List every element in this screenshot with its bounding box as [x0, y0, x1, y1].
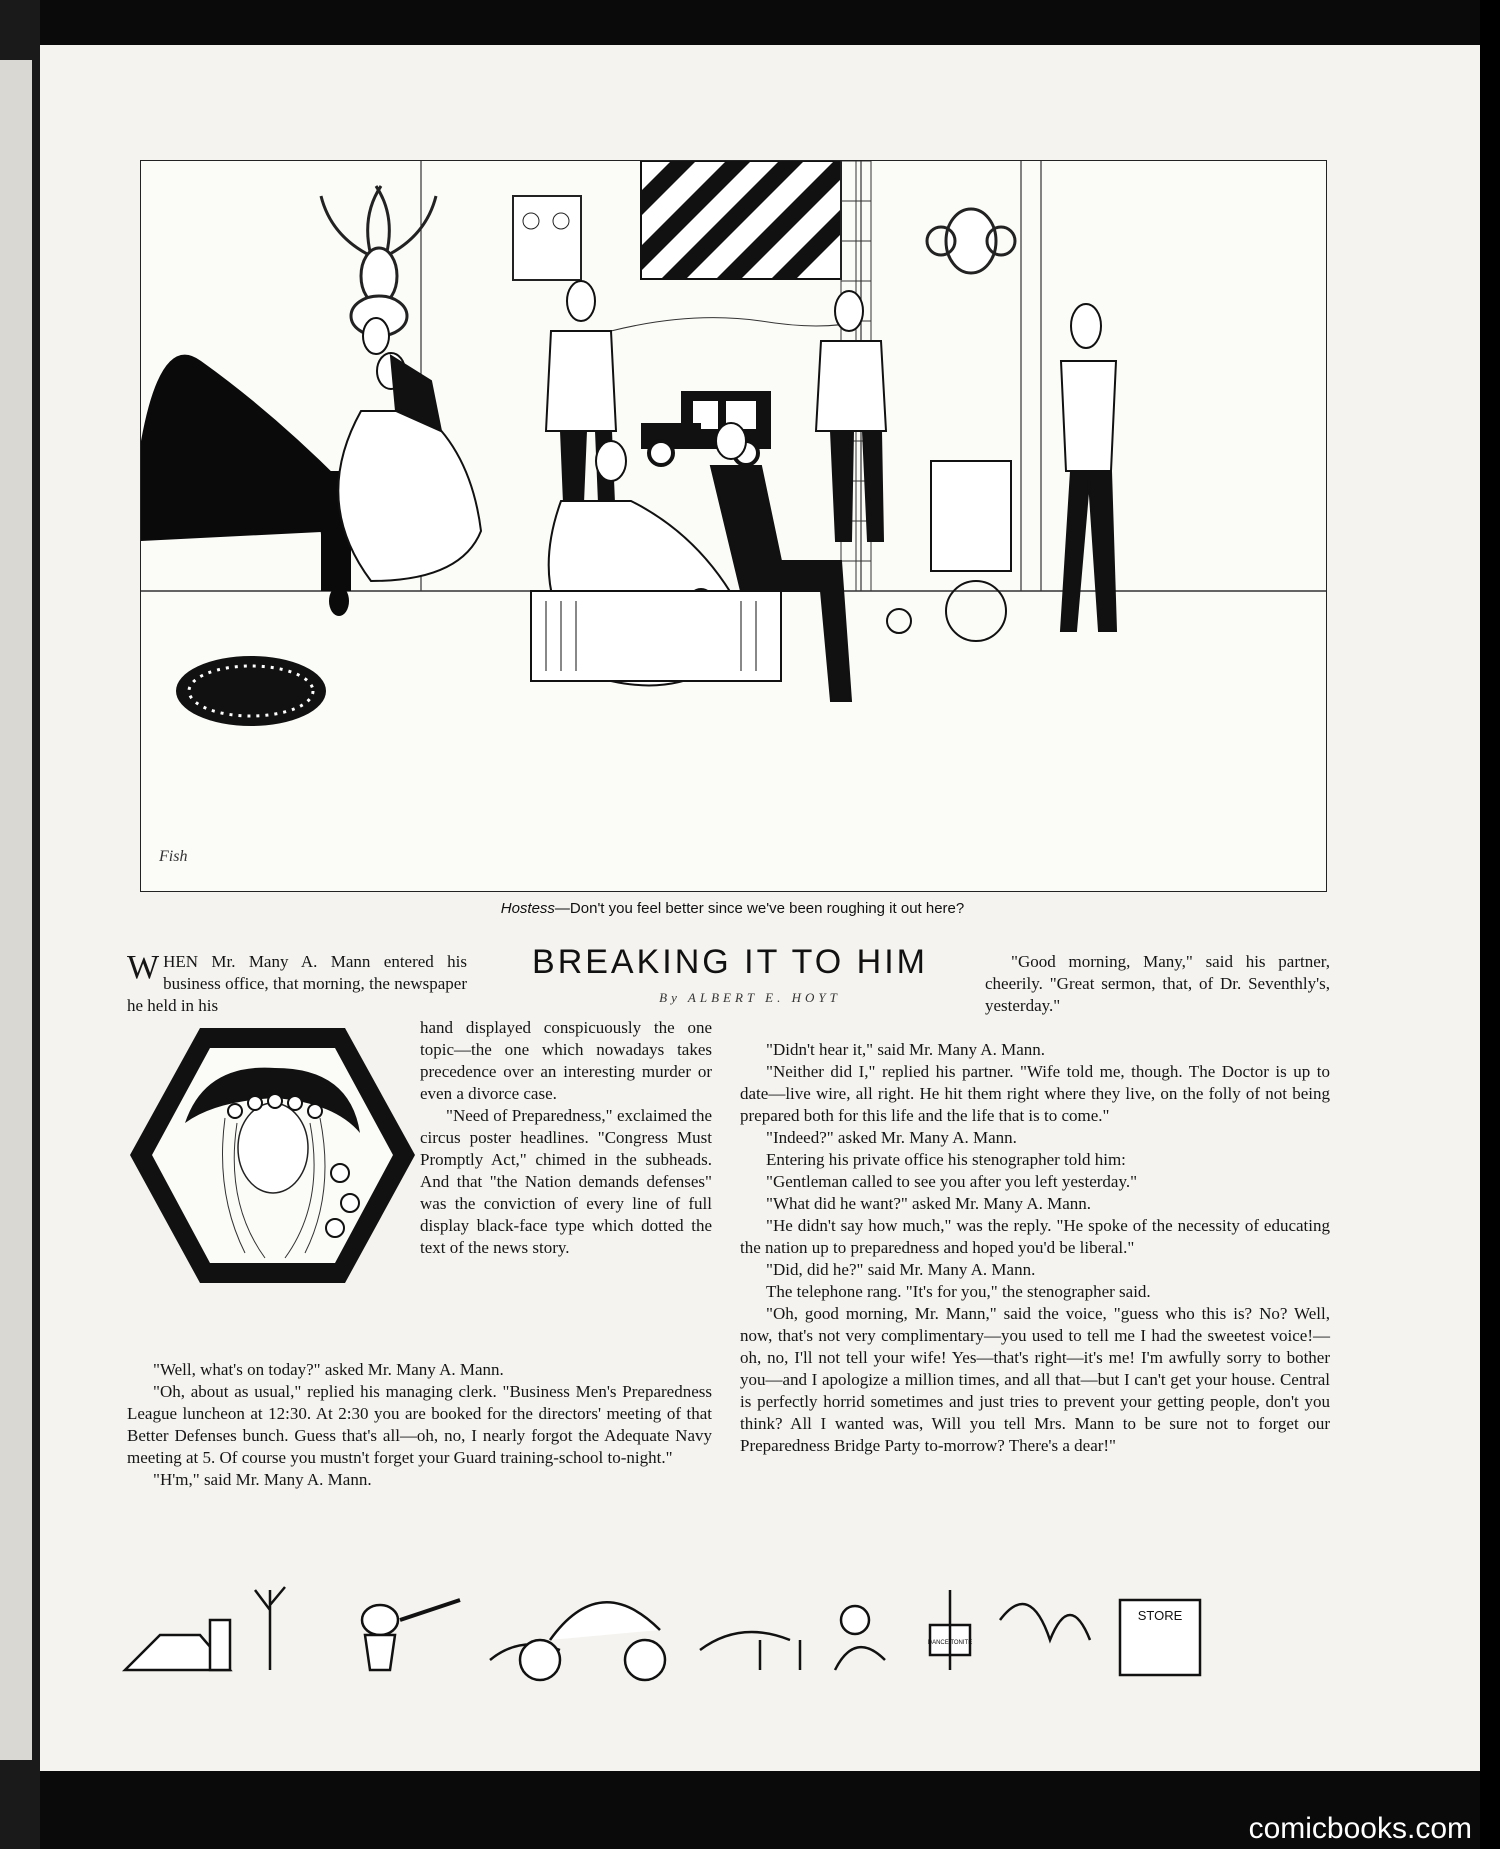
paragraph-1b: hand displayed conspicuously the one topic—the one which nowadays takes precedence over an interesting murder or even a divorce case.: [420, 1018, 712, 1103]
article-title: BREAKING IT TO HIM: [532, 943, 928, 981]
article-byline: By ALBERT E. HOYT: [659, 990, 841, 1005]
stag-head-icon: [321, 186, 436, 336]
paragraph-r1: "Good morning, Many," said his partner, cheerily. "Great sermon, that, of Dr. Seventhly's, yesterday.": [985, 952, 1330, 1015]
dotted-rug: [176, 656, 326, 726]
ram-head-icon: [927, 209, 1015, 273]
tree-icon: [255, 1587, 285, 1670]
portrait-frame: [513, 196, 581, 280]
drop-cap: W: [127, 949, 160, 986]
paragraph-3: "Well, what's on today?" asked Mr. Many A. Mann.: [153, 1360, 504, 1379]
previous-page-edge: [0, 60, 32, 1760]
store-sign: STORE: [1137, 1608, 1183, 1623]
rider-icon: [841, 1606, 869, 1634]
paragraph-5: "H'm," said Mr. Many A. Mann.: [153, 1470, 372, 1489]
article-right-opening: [985, 951, 1330, 1017]
article-opening: [127, 951, 467, 1017]
paragraph-r5: Entering his private office his stenographer told him:: [766, 1150, 1126, 1169]
article-column-left: [420, 1017, 712, 1259]
tea-cart: [887, 461, 1011, 641]
paragraph-r10: The telephone rang. "It's for you," the stenographer said.: [766, 1282, 1151, 1301]
grand-piano: [141, 355, 351, 616]
scan-border: [1480, 0, 1500, 1849]
article-column-left-lower: [127, 1359, 712, 1491]
artist-signature: Fish: [159, 848, 188, 865]
caption-speaker: Hostess: [500, 900, 555, 917]
site-watermark: comicbooks.com: [1248, 1812, 1472, 1845]
caption-text: —Don't you feel better since we've been roughing it out here?: [554, 900, 965, 917]
striped-awning: [641, 161, 841, 279]
paragraph-r8: "He didn't say how much," was the reply. "He spoke of the necessity of educating the nation up to preparedness and hoped you'd be liberal.": [740, 1216, 1330, 1257]
paragraph-r3: "Neither did I," replied his partner. "Wife told me, though. The Doctor is up to date—live wire, all right. He hit them right where they live, on the folly of not being prepared both for this life and the life that is to come.": [740, 1062, 1330, 1125]
paragraph-1a: HEN Mr. Many A. Mann entered his business office, that morning, the newspaper he held in his: [127, 952, 467, 1015]
paragraph-r2: "Didn't hear it," said Mr. Many A. Mann.: [766, 1040, 1045, 1059]
paragraph-r9: "Did, did he?" said Mr. Many A. Mann.: [766, 1260, 1036, 1279]
butler-right: [816, 291, 886, 541]
wagon-wheel-icon: [520, 1640, 560, 1680]
bench: [531, 591, 781, 681]
paragraph-r4: "Indeed?" asked Mr. Many A. Mann.: [766, 1128, 1017, 1147]
paragraph-r7: "What did he want?" asked Mr. Many A. Mann.: [766, 1194, 1092, 1213]
illustration-svg: [141, 161, 1326, 891]
paragraph-2: "Need of Preparedness," exclaimed the circus poster headlines. "Congress Must Promptly Act," chimed in the subheads. And that "the Nation demands defenses" was the conviction of every line of full display black-face type which dotted the text of the news story.: [420, 1106, 712, 1257]
decorative-frieze: [120, 1560, 1335, 1685]
dance-sign: DANCE TONITE: [927, 1640, 973, 1646]
butler-with-cart: [1061, 304, 1116, 631]
paragraph-4: "Oh, about as usual," replied his managing clerk. "Business Men's Preparedness League luncheon at 12:30. At 2:30 you are booked for the directors' meeting of that Better Defenses bunch. Guess that's all—oh, no, I nearly forgot the Adequate Navy meeting at 5. Of course you mustn't forget your Guard training-school to-night.": [127, 1382, 712, 1467]
hexagon-portrait-illustration: [125, 1023, 420, 1288]
horse-team-icon: [700, 1632, 800, 1670]
hunter-icon: [365, 1635, 395, 1670]
article-column-right: [740, 1039, 1330, 1457]
paragraph-r11: "Oh, good morning, Mr. Mann," said the voice, "guess who this is? No? Well, now, that's not very complimentary—you used to tell me I had the sweetest voice!—oh, no, I'll not tell your wife! Yes—that's right—it's me! I'm awfully sorry to bother you—and I apologize a million times, and all that—but I can't get your house. Central is perfectly horrid sometimes and just tries to prevent your getting people, don't you think? All I wanted was, Will you tell Mrs. Mann to be sure not to forget our Preparedness Bridge Party to-morrow? There's a dear!": [740, 1304, 1330, 1455]
antlers-icon: [1000, 1604, 1090, 1640]
illustration-caption: [140, 900, 1325, 917]
drawing-room-illustration: [140, 160, 1327, 892]
car-icon: [641, 391, 771, 465]
paragraph-r6: "Gentleman called to see you after you left yesterday.": [766, 1172, 1138, 1191]
